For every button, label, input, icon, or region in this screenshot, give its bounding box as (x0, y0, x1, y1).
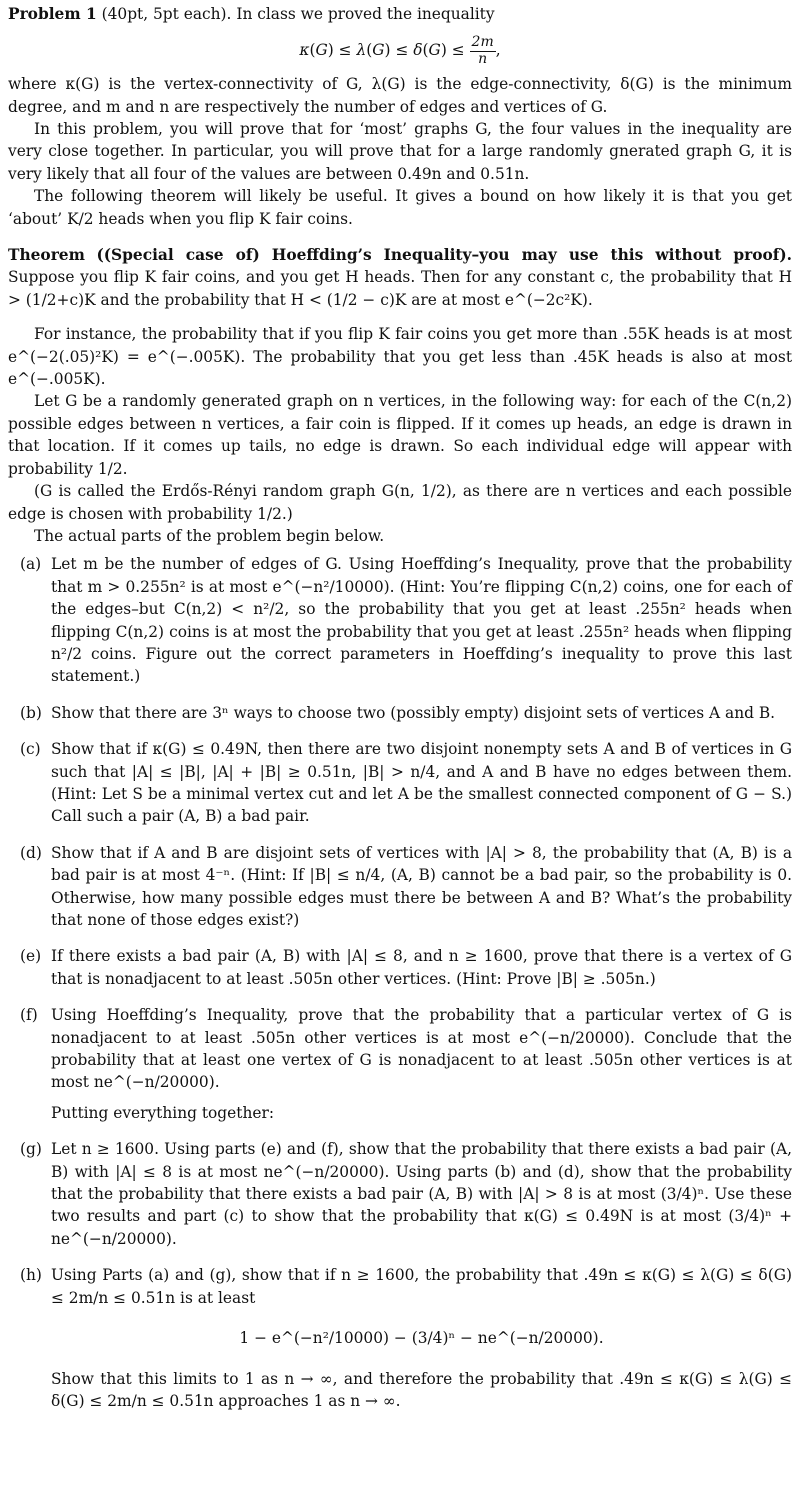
display-inequality: κ(G) ≤ λ(G) ≤ δ(G) ≤ $\frac{2m}{n}$ , (299, 34, 501, 67)
part-label: (d) (20, 843, 42, 862)
random-graph-paragraph: Let G be a randomly generated graph on n vertices, in the following way: for each of the C(n,2) possible edges between n vertices, a fair coin is flipped. If it comes up heads, an edge is drawn in that location. If it comes up tails, no edge is drawn. So each individual edge will appear with probability 1/2. (8, 392, 792, 478)
parts-list (8, 553, 792, 1412)
erdos-renyi-paragraph: (G is called the Erdős-Rényi random graph G(n, 1/2), as there are n vertices and each possible edge is chosen with probability 1/2.) (8, 482, 792, 523)
part-text: Let n ≥ 1600. Using parts (e) and (f), show that the probability that there exists a bad pair (A, B) with |A| ≤ 8 is at most ne^(−n/20000). Using parts (b) and (d), show that the probability that the probability that there exists a bad pair (A, B) with |A| > 8 is at most (3/4)ⁿ. Use these two results and part (c) to show that the probability that κ(G) ≤ 0.49N is at most (3/4)ⁿ + ne^(−n/20000). (51, 1140, 792, 1248)
problem-heading: Problem 1 (8, 5, 97, 23)
problem-intro-text: In class we proved the inequality (236, 5, 495, 23)
part-label: (f) (20, 1006, 38, 1025)
part-label: (a) (20, 555, 42, 574)
theorem-label: Theorem (8, 246, 85, 265)
theorem-title: ((Special case of) Hoeffding’s Inequality–you may use this without proof). (96, 246, 792, 265)
putting-together-line: Putting everything together: (51, 1103, 275, 1122)
part-h (8, 1264, 792, 1412)
definitions-paragraph: where κ(G) is the vertex-connectivity of G, λ(G) is the edge-connectivity, δ(G) is the minimum degree, and m and n are respectively the number of edges and vertices of G. (8, 75, 792, 116)
part-label: (b) (20, 703, 42, 722)
parts-begin-line: The actual parts of the problem begin below. (34, 526, 385, 545)
part-text: Show that there are 3ⁿ ways to choose two (possibly empty) disjoint sets of vertices A and B. (51, 703, 776, 722)
part-label: (c) (20, 740, 41, 759)
instance-paragraph: For instance, the probability that if you flip K fair coins you get more than .55K heads is at most e^(−2(.05)²K) = e^(−.005K). The probability that you get less than .45K heads is also at most e^(−.005K). (8, 325, 792, 389)
part-c (8, 738, 792, 828)
part-h-conclusion: Show that this limits to 1 as n → ∞, and therefore the probability that .49n ≤ κ(G) ≤ λ(G) ≤ δ(G) ≤ 2m/n ≤ 0.51n approaches 1 as n → ∞. (51, 1369, 792, 1410)
part-d (8, 842, 792, 932)
part-label: (g) (20, 1140, 42, 1159)
theorem-block (8, 244, 792, 311)
part-text: Using Hoeffding’s Inequality, prove that the probability that a particular vertex of G is nonadjacent to at least .505n other vertices is at most e^(−n/20000). Conclude that the probability that at least one vertex of G is nonadjacent to at least .505n other vertices is at most ne^(−n/20000). (51, 1006, 792, 1092)
part-g (8, 1138, 792, 1250)
part-text: If there exists a bad pair (A, B) with |A| ≤ 8, and n ≥ 1600, prove that there is a vertex of G that is nonadjacent to at least .505n other vertices. (Hint: Prove |B| ≥ .505n.) (51, 947, 792, 988)
part-text: Using Parts (a) and (g), show that if n ≥ 1600, the probability that .49n ≤ κ(G) ≤ λ(G) ≤ δ(G) ≤ 2m/n ≤ 0.51n is at least (51, 1266, 792, 1307)
part-text: Show that if A and B are disjoint sets of vertices with |A| > 8, the probability that (A, B) is a bad pair is at most 4⁻ⁿ. (Hint: If |B| ≤ n/4, (A, B) cannot be a bad pair, so the probability is 0. Otherwise, how many possible edges must there be between A and B? What’s the probability that none of those edges exist?) (51, 843, 792, 929)
problem-points: (40pt, 5pt each). (101, 5, 232, 23)
part-text: Let m be the number of edges of G. Using Hoeffding’s Inequality, prove that the probability that m > 0.255n² is at most e^(−n²/10000). (Hint: You’re flipping C(n,2) coins, one for each of the edges–but C(n,2) < n²/2, so the probability that you get at least .255n² heads when flipping C(n,2) coins is at most the probability that you get at least .255n² heads when flipping n²/2 coins. Figure out the correct parameters in Hoeffding’s inequality to prove this last statement.) (51, 555, 792, 686)
part-b (8, 702, 792, 724)
part-label: (h) (20, 1266, 42, 1285)
theorem-body: Suppose you flip K fair coins, and you get H heads. Then for any constant c, the probability that H > (1/2+c)K and the probability that H < (1/2 − c)K are at most e^(−2c²K). (8, 268, 792, 309)
part-f (8, 1004, 792, 1124)
part-h-display: 1 − e^(−n²/10000) − (3/4)ⁿ − ne^(−n/20000). (239, 1329, 604, 1348)
part-e (8, 945, 792, 990)
part-a (8, 553, 792, 687)
theorem-lead-paragraph: The following theorem will likely be useful. It gives a bound on how likely it is that you get ‘about’ K/2 heads when you flip K fair coins. (8, 187, 792, 228)
part-label: (e) (20, 947, 42, 966)
goal-paragraph: In this problem, you will prove that for ‘most’ graphs G, the four values in the inequality are very close together. In particular, you will prove that for a large randomly gnerated graph G, it is very likely that all four of the values are between 0.49n and 0.51n. (8, 120, 792, 183)
part-text: Show that if κ(G) ≤ 0.49N, then there are two disjoint nonempty sets A and B of vertices in G such that |A| ≤ |B|, |A| + |B| ≥ 0.51n, |B| > n/4, and A and B have no edges between them. (Hint: Let S be a minimal vertex cut and let A be the smallest connected component of G − S.) Call such a pair (A, B) a bad pair. (51, 740, 792, 826)
problem-intro (8, 3, 792, 25)
